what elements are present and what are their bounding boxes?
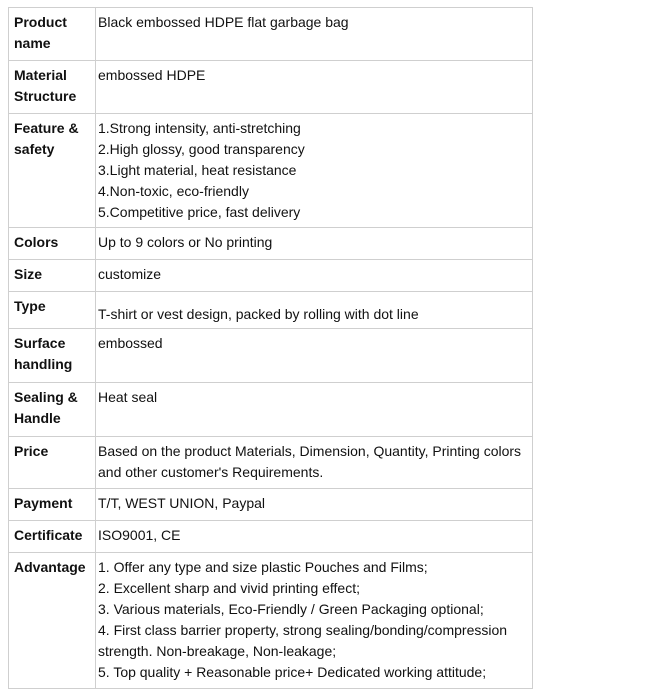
table-row xyxy=(9,553,533,689)
list-item: 1.Strong intensity, anti-stretching xyxy=(98,120,301,136)
list-item: 1. Offer any type and size plastic Pouches and Films; xyxy=(98,559,428,575)
row-value: embossed xyxy=(96,329,533,383)
list-item: 2. Excellent sharp and vivid printing effect; xyxy=(98,580,361,596)
list-item: 2.High glossy, good transparency xyxy=(98,141,305,157)
row-label: Colors xyxy=(9,228,96,260)
row-value: Heat seal xyxy=(96,383,533,437)
list-item: 3.Light material, heat resistance xyxy=(98,162,297,178)
table-row xyxy=(9,489,533,521)
row-value: customize xyxy=(96,260,533,292)
table-row xyxy=(9,228,533,260)
list-item: 4.Non-toxic, eco-friendly xyxy=(98,183,249,199)
row-value: Black embossed HDPE flat garbage bag xyxy=(96,8,533,61)
table-row xyxy=(9,61,533,114)
row-label: Material Structure xyxy=(9,61,96,114)
table-row xyxy=(9,437,533,489)
row-value: T/T, WEST UNION, Paypal xyxy=(96,489,533,521)
row-value-list xyxy=(96,553,533,689)
row-label: Product name xyxy=(9,8,96,61)
product-spec-table xyxy=(8,7,533,689)
table-row xyxy=(9,329,533,383)
table-row xyxy=(9,521,533,553)
row-label: Price xyxy=(9,437,96,489)
list-item: 3. Various materials, Eco-Friendly / Green Packaging optional; xyxy=(98,601,484,617)
row-label: Feature & safety xyxy=(9,114,96,228)
row-label: Certificate xyxy=(9,521,96,553)
table-row xyxy=(9,260,533,292)
row-value: embossed HDPE xyxy=(96,61,533,114)
row-label: Advantage xyxy=(9,553,96,689)
row-value-list xyxy=(96,114,533,228)
table-row xyxy=(9,383,533,437)
list-item: 5. Top quality + Reasonable price+ Dedicated working attitude; xyxy=(98,664,487,680)
row-label: Surface handling xyxy=(9,329,96,383)
row-value: ISO9001, CE xyxy=(96,521,533,553)
row-label: Type xyxy=(9,292,96,329)
table-row xyxy=(9,114,533,228)
row-label: Size xyxy=(9,260,96,292)
row-value: T-shirt or vest design, packed by rolling with dot line xyxy=(96,292,533,329)
table-row xyxy=(9,292,533,329)
list-item: 4. First class barrier property, strong sealing/bonding/compression strength. Non-breakage, Non-leakage; xyxy=(98,622,508,659)
list-item: 5.Competitive price, fast delivery xyxy=(98,204,301,220)
row-value: Up to 9 colors or No printing xyxy=(96,228,533,260)
table-row xyxy=(9,8,533,61)
row-label: Sealing & Handle xyxy=(9,383,96,437)
row-value: Based on the product Materials, Dimension, Quantity, Printing colors and other customer's Requirements. xyxy=(96,437,533,489)
row-label: Payment xyxy=(9,489,96,521)
